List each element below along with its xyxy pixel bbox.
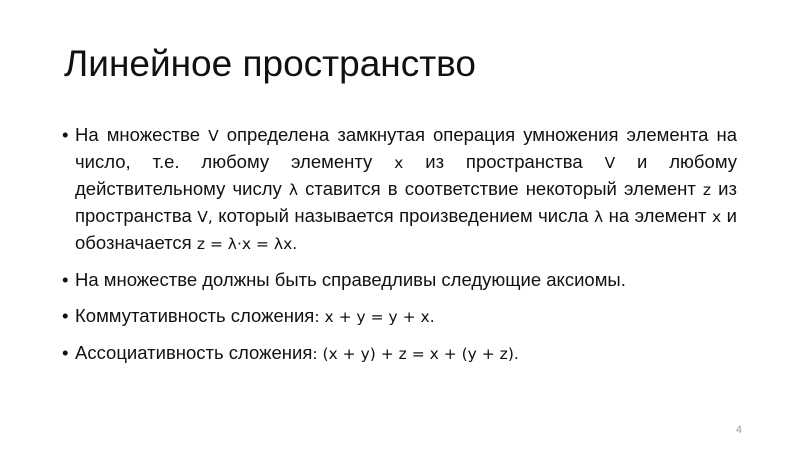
text-run: Коммутативность сложения xyxy=(75,305,315,326)
text-run: который называется произведением числа xyxy=(212,205,594,226)
text-run: из пространства xyxy=(403,151,605,172)
text-run: Ассоциативность сложения xyxy=(75,342,313,363)
bullet-text xyxy=(75,342,519,363)
math-run: λ xyxy=(288,181,299,199)
math-run: λ xyxy=(593,208,604,226)
text-run: и обозначается xyxy=(75,205,737,253)
bullet-text xyxy=(75,269,626,290)
text-run: и любому действительному числу xyxy=(75,151,737,199)
math-run: x xyxy=(711,208,722,226)
math-run: : (x + y) + z = x + (y + z). xyxy=(312,345,519,363)
math-run: x xyxy=(394,154,404,172)
bullet-item-associativity xyxy=(62,340,737,367)
math-run: z = λ·x = λx. xyxy=(196,235,298,253)
bullet-marker: • xyxy=(62,269,69,290)
bullet-text xyxy=(75,124,737,253)
bullet-item-commutativity xyxy=(62,303,737,330)
bullet-list xyxy=(62,122,737,377)
bullet-marker: • xyxy=(62,305,69,326)
text-run: определена замкнутая операция умножения элемента на число, т.е. любому элементу xyxy=(75,124,737,172)
text-run: На множестве xyxy=(75,124,209,145)
text-run: На множестве должны быть справедливы следующие аксиомы. xyxy=(75,269,626,290)
bullet-marker: • xyxy=(62,342,69,363)
math-run: V, xyxy=(197,208,213,226)
bullet-item-axioms-intro xyxy=(62,267,737,293)
math-run: : x + y = y + x. xyxy=(314,308,435,326)
bullet-text xyxy=(75,305,435,326)
math-run: V xyxy=(604,154,616,172)
math-run: z xyxy=(702,181,712,199)
page-number: 4 xyxy=(735,424,742,436)
text-run: на элемент xyxy=(603,205,712,226)
math-run: V xyxy=(208,127,219,145)
bullet-marker: • xyxy=(62,124,69,145)
slide-title: Линейное пространство xyxy=(64,43,476,84)
bullet-item-definition xyxy=(62,122,737,257)
text-run: из пространства xyxy=(75,178,737,226)
text-run: ставится в соответствие некоторый элемент xyxy=(298,178,703,199)
